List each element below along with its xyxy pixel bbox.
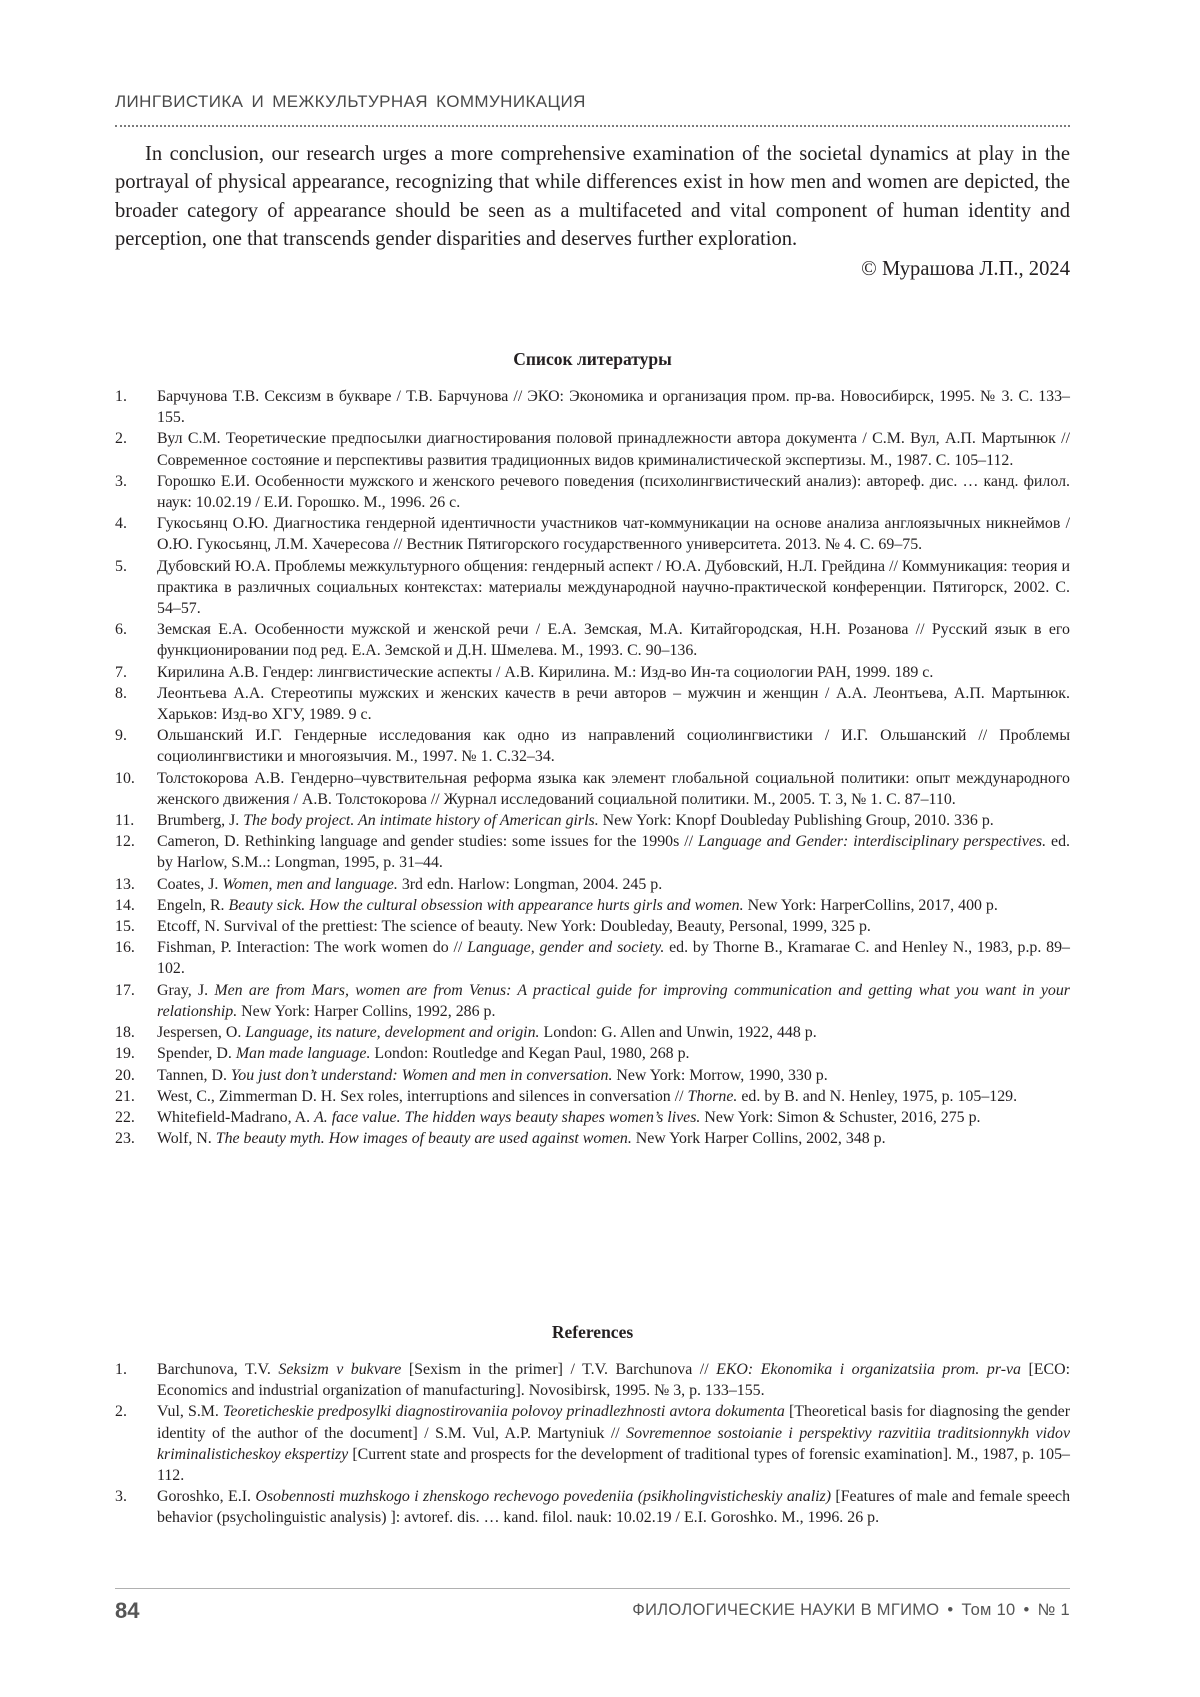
reference-item [115,662,1070,683]
reference-number: 14. [115,896,135,914]
journal-info [632,1601,1070,1620]
reference-item [115,513,1070,555]
reference-text: Barchunova, T.V. Seksizm v bukvare [Sexism in the primer] / T.V. Barchunova // EKO: Ekonomika i organizatsiia prom. pr-va [ECO: Economics and industrial organization of manufacturing]. Novosibirsk, 1995. № 3, p. 133–155. [157,1361,1070,1400]
reference-item [115,1022,1070,1043]
reference-number: 9. [115,727,127,745]
reference-text: Гукосьянц О.Ю. Диагностика гендерной идентичности участников чат-коммуникации на основе анализа англоязычных никнеймов / О.Ю. Гукосьянц, Л.М. Хачересова // Вестник Пятигорского государственного университета. 2013. № 4. С. 69–75. [157,515,1070,554]
journal-issue: № 1 [1037,1601,1070,1619]
reference-text: Ольшанский И.Г. Гендерные исследования как одно из направлений социолингвистики / И.Г. Ольшанский // Проблемы социолингвистики и многоязычия. М., 1997. № 1. С.32–34. [157,727,1070,766]
reference-number: 11. [115,812,135,830]
reference-number: 20. [115,1066,135,1084]
reference-number: 1. [115,1361,127,1378]
references-ru-title: Список литературы [513,349,672,369]
reference-text: Земская Е.А. Особенности мужской и женской речи / Е.А. Земская, М.А. Китайгородская, Н.Н. Розанова // Русский язык в его функционировании под ред. Е.А. Земской и Д.Н. Шмелева. М., 1993. С. 90–136. [157,621,1070,660]
reference-text: West, C., Zimmerman D. H. Sex roles, interruptions and silences in conversation // Thorne. ed. by B. and N. Henley, 1975, p. 105–129. [157,1087,1018,1105]
reference-text: Cameron, D. Rethinking language and gender studies: some issues for the 1990s // Language and Gender: interdisciplinary perspectives. ed. by Harlow, S.M..: Longman, 1995, p. 31–44. [157,833,1070,872]
reference-number: 6. [115,621,127,639]
reference-number: 22. [115,1108,135,1126]
reference-item [115,874,1070,895]
running-header: ЛИНГВИСТИКА И МЕЖКУЛЬТУРНАЯ КОММУНИКАЦИЯ [115,92,586,111]
references-en-list [115,1359,1070,1529]
reference-text: Brumberg, J. The body project. An intimate history of American girls. New York: Knopf Doubleday Publishing Group, 2010. 336 p. [157,812,994,830]
reference-number: 12. [115,833,135,851]
references-ru-list [115,386,1070,1149]
reference-text: Дубовский Ю.А. Проблемы межкультурного общения: гендерный аспект / Ю.А. Дубовский, Н.Л. Грейдина // Коммуникация: теория и практика в различных социальных контекстах: материалы международной научно-практической конференции. Пятигорск, 2002. С. 54–57. [157,557,1070,618]
header-divider [115,125,1070,127]
reference-number: 3. [115,1488,127,1506]
reference-number: 18. [115,1024,135,1042]
body-text [115,140,1070,283]
reference-text: Whitefield-Madrano, A. A. face value. The hidden ways beauty shapes women’s lives. New York: Simon & Schuster, 2016, 275 p. [157,1108,981,1126]
reference-item [115,471,1070,513]
journal-volume: Том 10 [961,1601,1016,1619]
copyright-line: © Мурашова Л.П., 2024 [861,258,1070,281]
reference-item [115,831,1070,873]
reference-item [115,1486,1070,1528]
reference-item [115,556,1070,620]
reference-text: Etcoff, N. Survival of the prettiest: The science of beauty. New York: Doubleday, Beauty, Personal, 1999, 325 p. [157,918,871,936]
reference-item [115,1065,1070,1086]
reference-number: 3. [115,472,127,490]
reference-text: Вул С.М. Теоретические предпосылки диагностирования половой принадлежности автора документа / С.М. Вул, А.П. Мартынюк // Современное состояние и перспективы развития традиционных видов криминалистической экспертизы. М., 1987. С. 105–112. [157,430,1070,469]
reference-text: Jespersen, O. Language, its nature, development and origin. London: G. Allen and Unwin, 1922, 448 p. [157,1024,817,1042]
reference-item [115,1128,1070,1149]
reference-number: 15. [115,918,135,936]
reference-text: Толстокорова А.В. Гендерно–чувствительная реформа языка как элемент глобальной социальной политики: опыт международного женского движения / А.В. Толстокорова // Журнал исследований социальной политики. М., 2005. Т. 3, № 1. С. 87–110. [157,769,1070,808]
reference-number: 8. [115,684,127,702]
reference-text: Coates, J. Women, men and language. 3rd edn. Harlow: Longman, 2004. 245 p. [157,875,663,893]
reference-text: Engeln, R. Beauty sick. How the cultural obsession with appearance hurts girls and women. New York: HarperCollins, 2017, 400 p. [157,896,998,914]
reference-number: 4. [115,515,127,533]
reference-item [115,895,1070,916]
reference-number: 2. [115,430,127,448]
separator-dot: • [1023,1601,1030,1619]
reference-number: 13. [115,875,135,893]
separator-dot: • [947,1601,954,1619]
reference-item [115,768,1070,810]
reference-text: Vul, S.M. Teoreticheskie predposylki diagnostirovaniia polovoy prinadlezhnosti avtora dokumenta [Theoretical basis for diagnosing the gender identity of the author of the document] / S.M. Vul, A.P. Martyniuk // Sovremennoe sostoianie i perspektivy razvitiia traditsionnykh vidov kriminalisticheskoy ekspertizy [Current state and prospects for the development of traditional types of forensic examination]. M., 1987, p. 105–112. [157,1403,1071,1485]
reference-number: 23. [115,1130,135,1148]
reference-text: Wolf, N. The beauty myth. How images of beauty are used against women. New York Harper Collins, 2002, 348 p. [157,1130,886,1148]
reference-number: 1. [115,388,127,405]
conclusion-paragraph: In conclusion, our research urges a more comprehensive examination of the societal dynamics at play in the portrayal of physical appearance, recognizing that while differences exist in how men and women are depicted, the broader category of appearance should be seen as a multifaceted and vital component of human identity and perception, one that transcends gender disparities and deserves further exploration. [115,143,1070,250]
reference-item [115,619,1070,661]
reference-text: Горошко Е.И. Особенности мужского и женского речевого поведения (психолингвистический анализ): автореф. дис. … канд. филол. наук: 10.02.19 / Е.И. Горошко. М., 1996. 26 с. [157,472,1070,512]
reference-text: Gray, J. Men are from Mars, women are from Venus: A practical guide for improving communication and getting what you want in your relationship. New York: Harper Collins, 1992, 286 p. [157,981,1070,1020]
journal-title: ФИЛОЛОГИЧЕСКИЕ НАУКИ В МГИМО [632,1601,940,1619]
reference-text: Fishman, P. Interaction: The work women do // Language, gender and society. ed. by Thorne B., Kramarae C. and Henley N., 1983, p.p. 89–102. [157,939,1070,978]
reference-item [115,980,1070,1022]
reference-item [115,1401,1070,1486]
reference-item [115,937,1070,979]
reference-item [115,428,1070,470]
page-number: 84 [115,1598,140,1623]
footer-divider [115,1588,1070,1589]
reference-item [115,916,1070,937]
reference-number: 2. [115,1403,127,1421]
reference-item [115,1043,1070,1064]
reference-text: Tannen, D. You just don’t understand: Women and men in conversation. New York: Morrow, 1990, 330 p. [157,1066,828,1084]
reference-number: 7. [115,663,127,681]
reference-text: Goroshko, E.I. Osobennosti muzhskogo i zhenskogo rechevogo povedeniia (psikholingvisticheskiy analiz) [Features of male and female speech behavior (psycholinguistic analysis) ]: avtoref. dis. … kand. filol. nauk: 10.02.19 / E.I. Goroshko. M., 1996. 26 p. [157,1488,1071,1527]
reference-text: Барчунова Т.В. Сексизм в букваре / Т.В. Барчунова // ЭКО: Экономика и организация пром. пр-ва. Новосибирск, 1995. № 3. С. 133–155. [157,388,1070,427]
reference-number: 19. [115,1045,135,1063]
reference-number: 5. [115,557,127,575]
references-en-title: References [551,1322,634,1342]
reference-item [115,810,1070,831]
reference-item [115,1107,1070,1128]
reference-text: Spender, D. Man made language. London: Routledge and Kegan Paul, 1980, 268 p. [157,1045,690,1063]
reference-item [115,725,1070,767]
reference-number: 21. [115,1087,135,1105]
reference-number: 10. [115,769,135,787]
reference-number: 16. [115,939,135,957]
reference-item [115,386,1070,428]
reference-item [115,1086,1070,1107]
reference-item [115,1359,1070,1401]
reference-item [115,683,1070,725]
reference-text: Кирилина А.В. Гендер: лингвистические аспекты / А.В. Кирилина. М.: Изд-во Ин-та социологии РАН, 1999. 189 с. [157,663,934,681]
reference-number: 17. [115,981,135,999]
reference-text: Леонтьева А.А. Стереотипы мужских и женских качеств в речи авторов – мужчин и женщин / А.А. Леонтьева, А.П. Мартынюк. Харьков: Изд-во ХГУ, 1989. 9 с. [157,684,1070,724]
